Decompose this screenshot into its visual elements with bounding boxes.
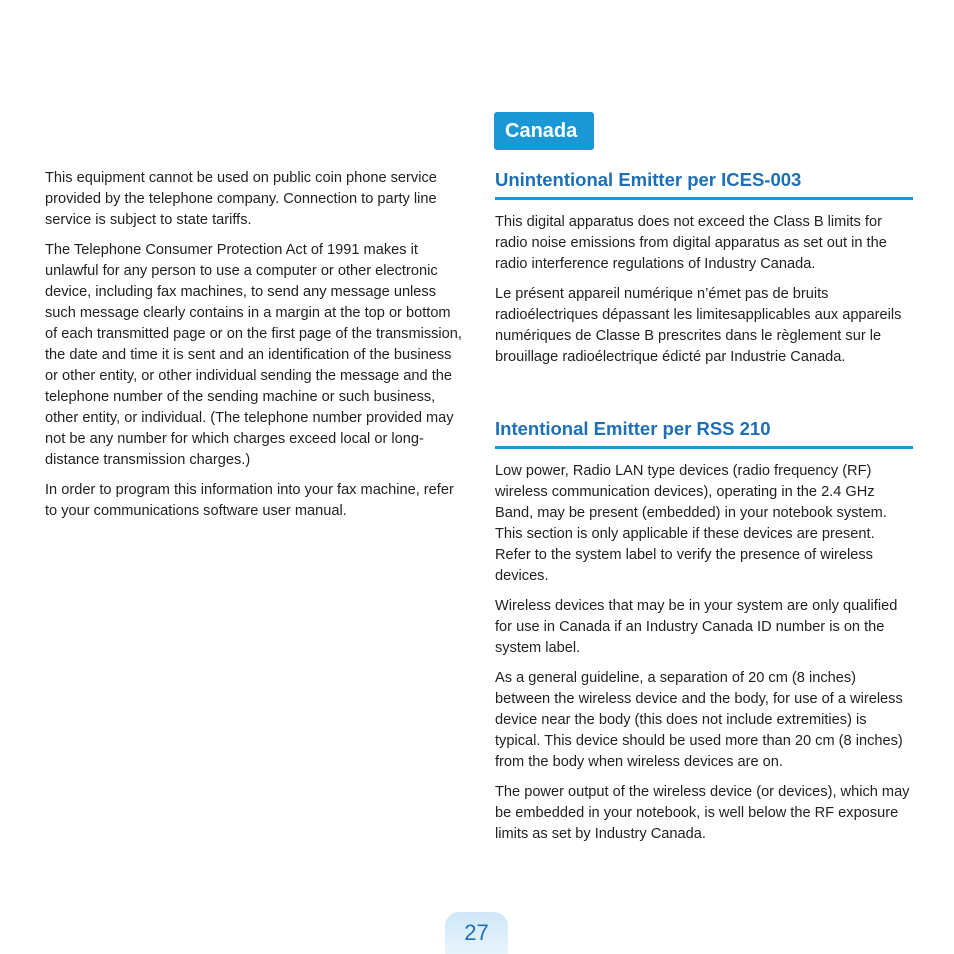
left-column (45, 168, 463, 531)
paragraph-tcpa: The Telephone Consumer Protection Act of 1991 makes it unlawful for any person to use a computer or other electronic device, including fax machines, to send any message unless such message clearly contains in a margin at the top or bottom of each transmitted page or on the first page of the transmission, the date and time it is sent and an identification of the business or other entity, or other individual sending the message and the telephone number of the sending machine or such business, other entity, or individual. (The telephone number provided may not be any number for which charges exceed local or long-distance transmission charges.) (45, 242, 462, 468)
heading-ices-003: Unintentional Emitter per ICES-003 (495, 168, 913, 200)
paragraph-ices-english: This digital apparatus does not exceed the Class B limits for radio noise emissions from digital apparatus as set out in the radio interference regulations of Industry Canada. (495, 214, 887, 272)
paragraph-rss-qualified: Wireless devices that may be in your system are only qualified for use in Canada if an Industry Canada ID number is on the system label. (495, 598, 898, 656)
paragraph-fax-programming: In order to program this information into your fax machine, refer to your communications software user manual. (45, 482, 454, 519)
heading-rss-210: Intentional Emitter per RSS 210 (495, 417, 913, 449)
paragraph-rss-separation: As a general guideline, a separation of 20 cm (8 inches) between the wireless device and the body, for use of a wireless device near the body (this does not include extremities) is typical. This device should be used more than 20 cm (8 inches) from the body when wireless devices are on. (495, 670, 903, 770)
paragraph-ices-french: Le présent appareil numérique n’émet pas de bruits radioélectriques dépassant les limitesapplicables aux appareils numériques de Classe B prescrites dans le règlement sur le brouillage radioélectrique édicté par Industrie Canada. (495, 286, 902, 365)
paragraph-rss-low-power: Low power, Radio LAN type devices (radio frequency (RF) wireless communication devices), operating in the 2.4 GHz Band, may be present (embedded) in your notebook system. This section is only applicable if these devices are present. Refer to the system label to verify the presence of wireless devices. (495, 463, 887, 584)
section-title-canada: Canada (494, 112, 594, 150)
page-number: 27 (445, 912, 508, 954)
paragraph-coin-phone: This equipment cannot be used on public coin phone service provided by the telephone company. Connection to party line service is subject to state tariffs. (45, 170, 437, 228)
paragraph-rss-power-output: The power output of the wireless device (or devices), which may be embedded in your notebook, is well below the RF exposure limits as set by Industry Canada. (495, 784, 910, 842)
right-column (495, 112, 913, 854)
